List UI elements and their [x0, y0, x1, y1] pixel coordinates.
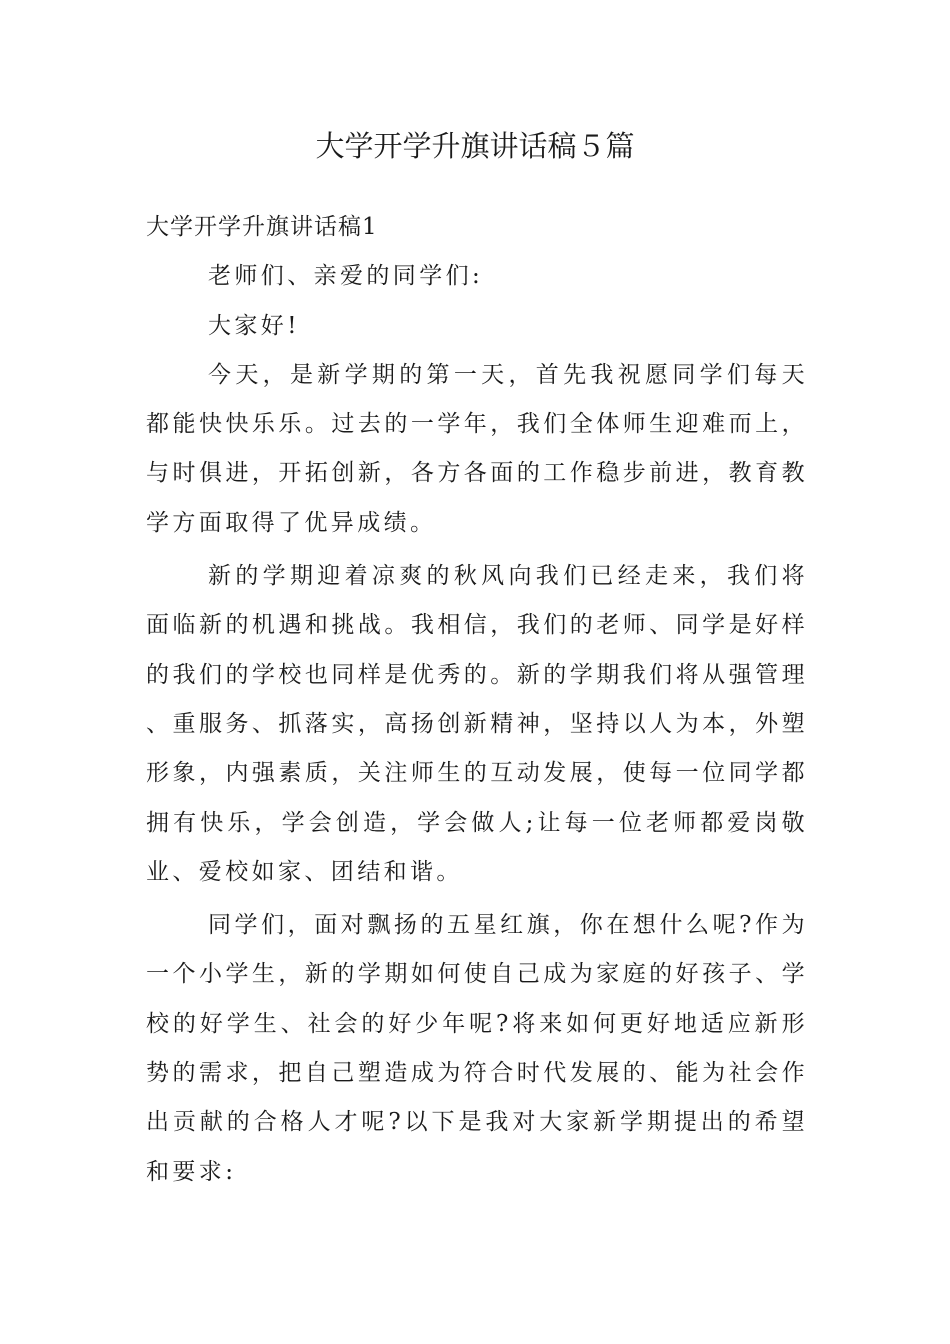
- body-paragraph: 新的学期迎着凉爽的秋风向我们已经走来，我们将面临新的机遇和挑战。我相信，我们的老师、同学是好样的我们的学校也同样是优秀的。新的学期我们将从强管理、重服务、抓落实，高扬创新精神，坚持以人为本，外塑形象，内强素质，关注师生的互动发展，使每一位同学都拥有快乐，学会创造，学会做人;让每一位老师都爱岗敬业、爱校如家、团结和谐。: [146, 563, 808, 885]
- document-body: [146, 203, 808, 1197]
- body-paragraph: 同学们，面对飘扬的五星红旗，你在想什么呢?作为一个小学生，新的学期如何使自己成为家庭的好孩子、学校的好学生、社会的好少年呢?将来如何更好地适应新形势的需求，把自己塑造成为符合时代发展的、能为社会作出贡献的合格人才呢?以下是我对大家新学期提出的希望和要求:: [146, 912, 808, 1185]
- body-paragraph: 今天，是新学期的第一天，首先我祝愿同学们每天都能快快乐乐。过去的一学年，我们全体师生迎难而上，与时俱进，开拓创新，各方各面的工作稳步前进，教育教学方面取得了优异成绩。: [146, 361, 808, 536]
- salutation-paragraph: 老师们、亲爱的同学们:: [208, 263, 484, 290]
- section-heading: 大学开学升旗讲话稿1: [146, 214, 378, 240]
- greeting-paragraph: 大家好!: [208, 312, 300, 339]
- document-title: 大学开学升旗讲话稿５篇: [315, 129, 635, 163]
